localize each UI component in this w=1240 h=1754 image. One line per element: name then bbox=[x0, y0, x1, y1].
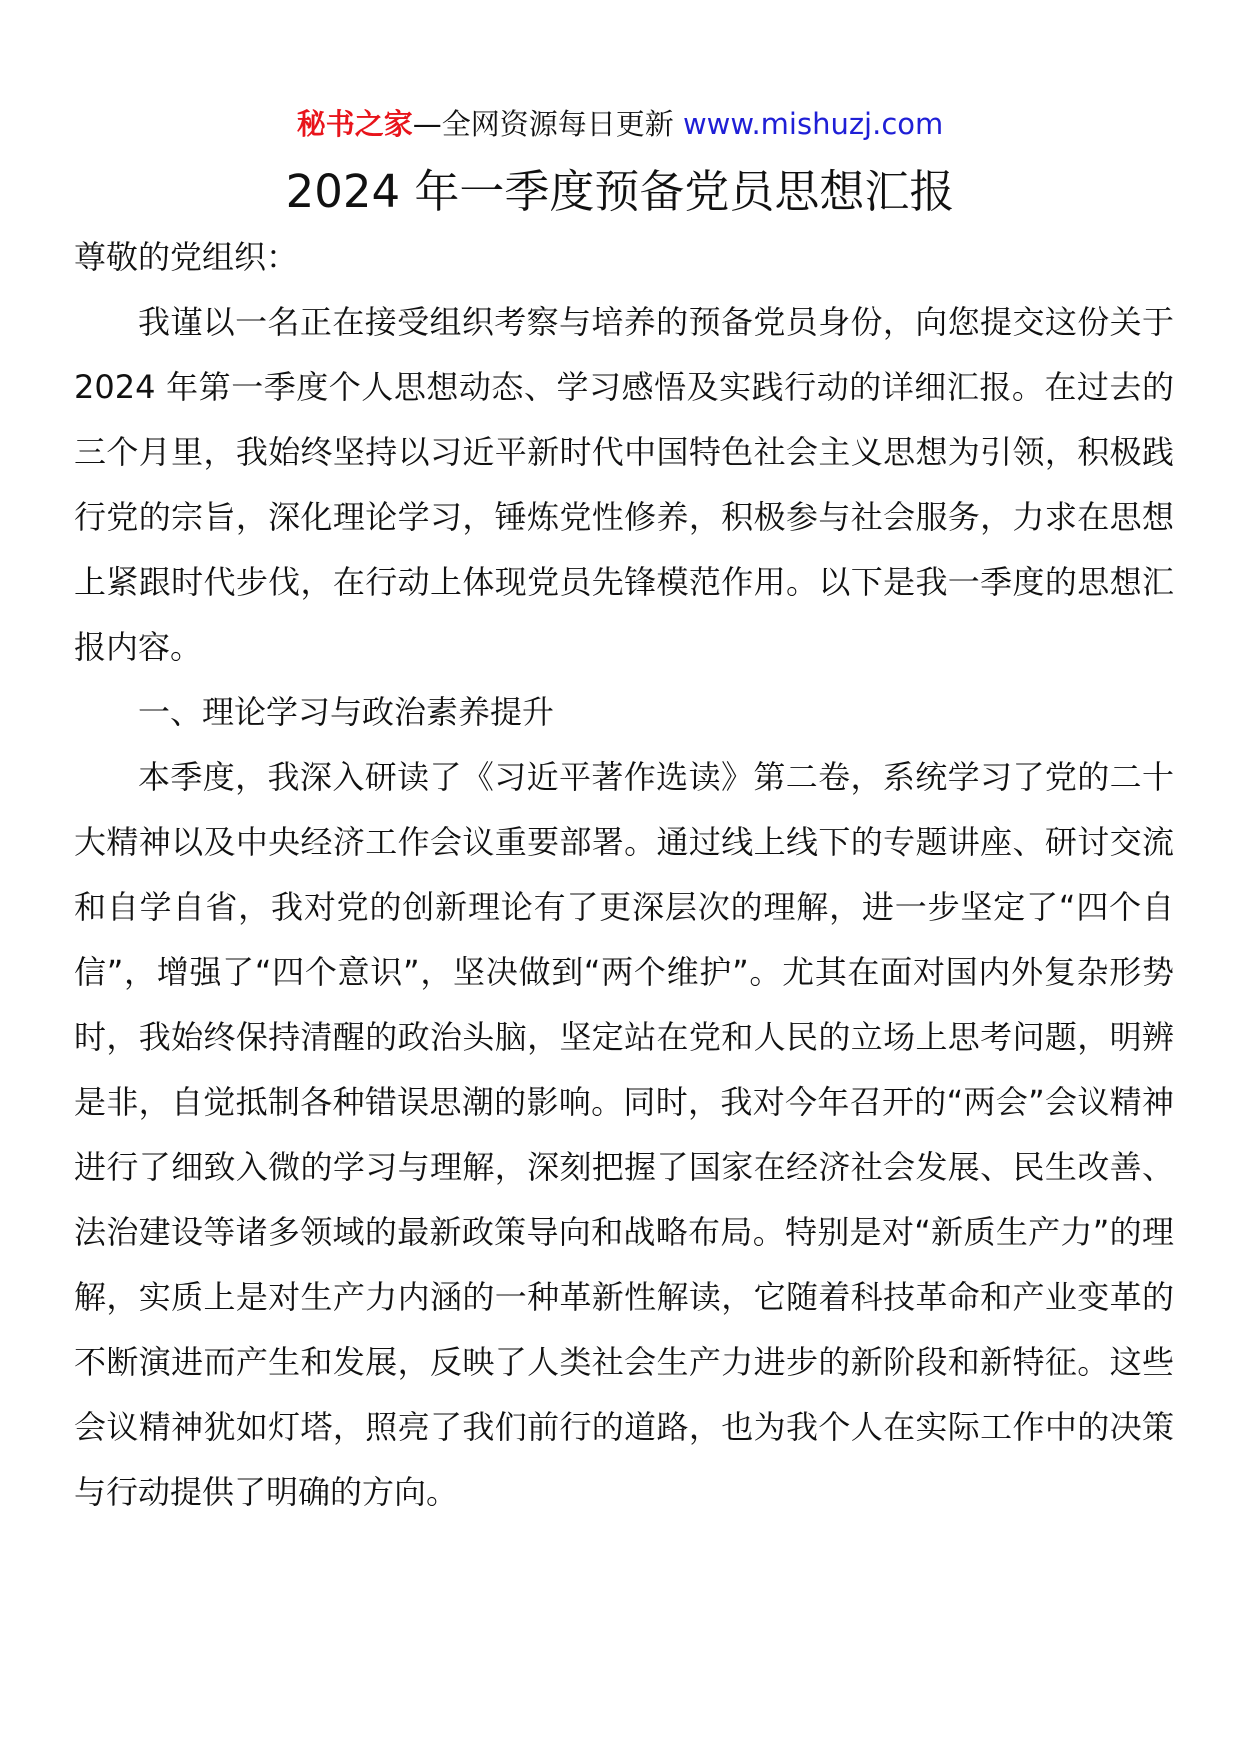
document-title: 2024 年一季度预备党员思想汇报 bbox=[285, 165, 955, 218]
section-heading: 一、理论学习与政治素养提升 bbox=[138, 693, 555, 731]
site-name: 秘书之家 bbox=[296, 107, 413, 141]
salutation: 尊敬的党组织： bbox=[74, 238, 299, 276]
site-slogan: —全网资源每日更新 bbox=[412, 107, 674, 141]
section-paragraph: 本季度，我深入研读了《习近平著作选读》第二卷，系统学习了党的二十大精神以及中央经济工作会议重要部署。通过线上线下的专题讲座、研讨交流和自学自省，我对党的创新理论有了更深层次的理解，进一步坚定了“四个自信”，增强了“四个意识”，坚决做到“两个维护”。尤其在面对国内外复杂形势时，我始终保持清醒的政治头脑，坚定站在党和人民的立场上思考问题，明辨是非，自觉抵制各种错误思潮的影响。同时，我对今年召开的“两会”会议精神进行了细致入微的学习与理解，深刻把握了国家在经济社会发展、民生改善、法治建设等诸多领域的最新政策导向和战略布局。特别是对“新质生产力”的理解，实质上是对生产力内涵的一种革新性解读，它随着科技革命和产业变革的不断演进而产生和发展，反映了人类社会生产力进步的新阶段和新特征。这些会议精神犹如灯塔，照亮了我们前行的道路，也为我个人在实际工作中的决策与行动提供了明确的方向。 bbox=[74, 758, 1174, 1511]
site-url-link[interactable]: www.mishuzj.com bbox=[682, 107, 944, 141]
site-header bbox=[0, 100, 1240, 148]
intro-paragraph: 我谨以一名正在接受组织考察与培养的预备党员身份，向您提交这份关于 2024 年第一季度个人思想动态、学习感悟及实践行动的详细汇报。在过去的三个月里，我始终坚持以习近平新时代中国特色社会主义思想为引领，积极践行党的宗旨，深化理论学习，锤炼党性修养，积极参与社会服务，力求在思想上紧跟时代步伐，在行动上体现党员先锋模范作用。以下是我一季度的思想汇报内容。 bbox=[74, 303, 1174, 666]
document-body bbox=[74, 225, 1174, 1525]
